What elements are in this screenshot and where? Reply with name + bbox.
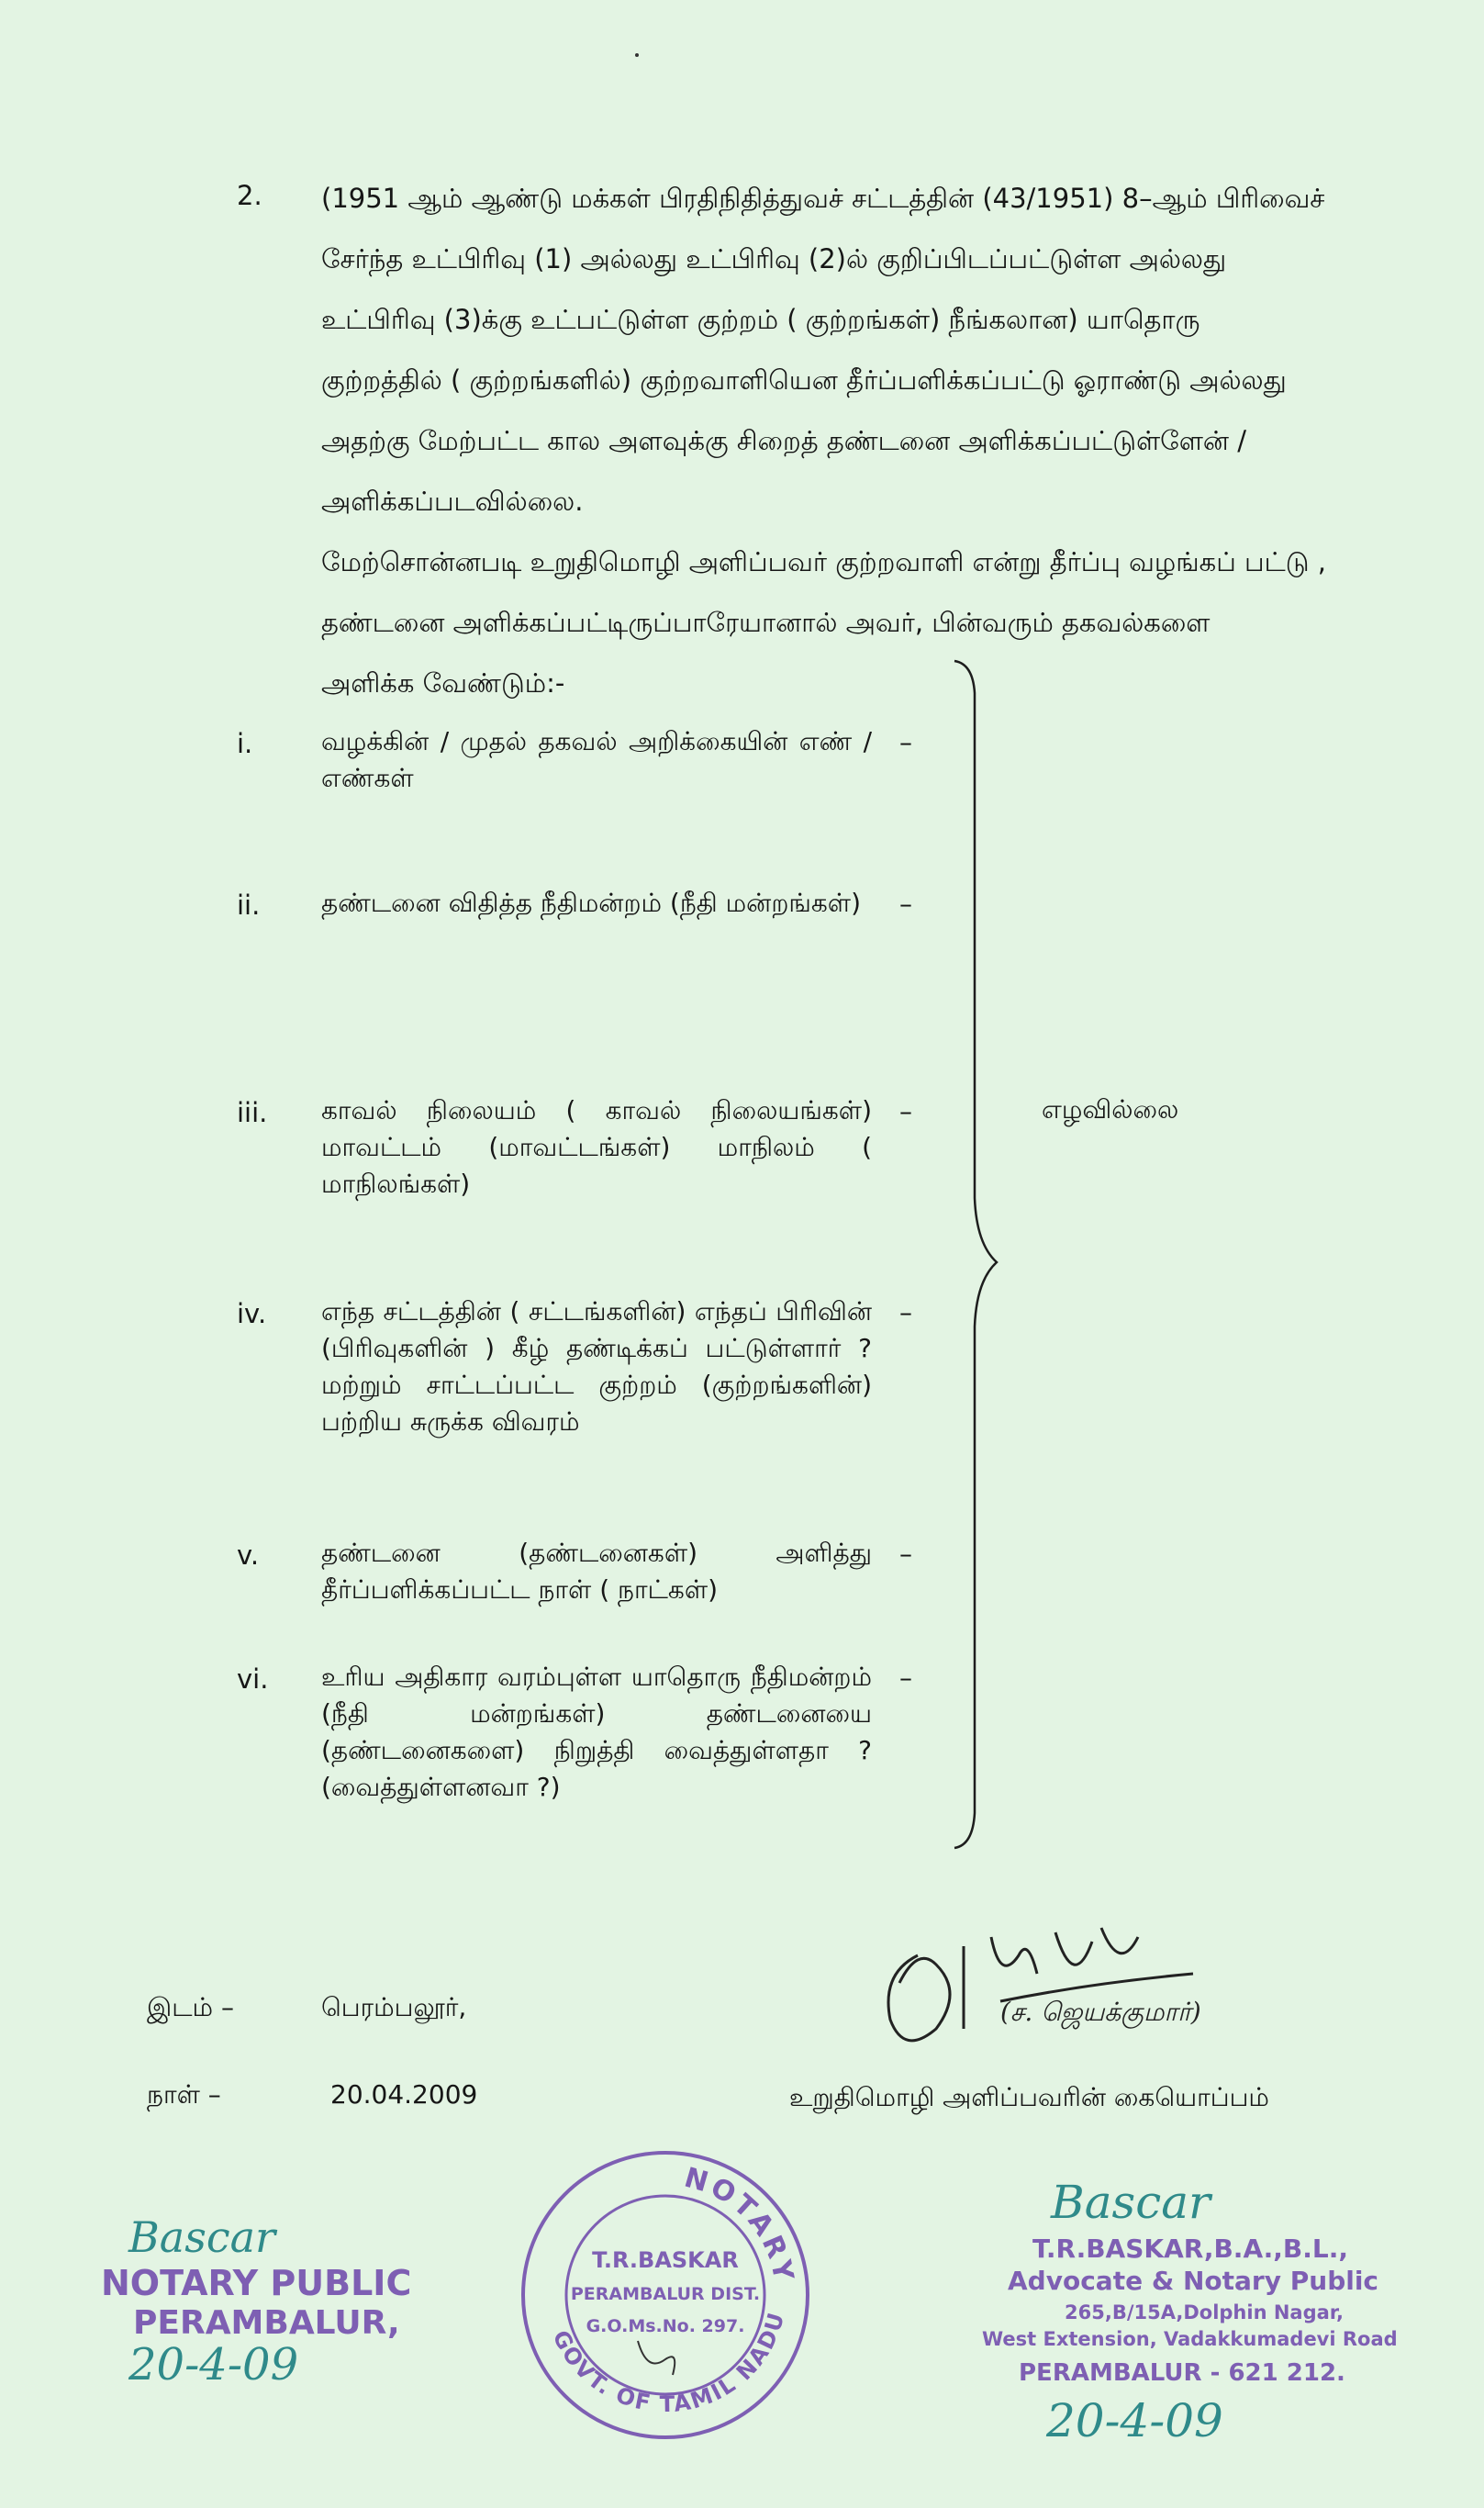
- section-line: அதற்கு மேற்பட்ட கால அளவுக்கு சிறைத் தண்டனை அளிக்கப்பட்டுள்ளேன் /: [321, 425, 1247, 456]
- item-text: காவல் நிலையம் ( காவல் நிலையங்கள்) மாவட்டம் (மாவட்டங்கள்) மாநிலம் ( மாநிலங்கள்): [321, 1095, 872, 1199]
- seal-line3: G.O.Ms.No. 297.: [586, 2316, 745, 2336]
- right-stamp-line1: T.R.BASKAR,B.A.,B.L.,: [1032, 2234, 1348, 2264]
- seal-line2: PERAMBALUR DIST.: [570, 2284, 761, 2304]
- left-stamp-line2: PERAMBALUR,: [133, 2304, 400, 2342]
- seal-line1: T.R.BASKAR: [592, 2247, 739, 2273]
- item-number: vi.: [237, 1663, 269, 1695]
- page-mark: [635, 53, 639, 57]
- item-text: உரிய அதிகார வரம்புள்ள யாதொரு நீதிமன்றம் (நீதி மன்றங்கள்) தண்டனையை (தண்டனைகளை) நிறுத்தி வைத்துள்ளதா ? (வைத்துள்ளனவா ?): [321, 1662, 872, 1802]
- right-stamp-handwritten-name: Bascar: [1051, 2176, 1211, 2229]
- section-line: அளிக்க வேண்டும்:-: [321, 667, 565, 699]
- signature-caption: உறுதிமொழி அளிப்பவரின் கையொப்பம்: [789, 2082, 1269, 2112]
- date-label: நாள் –: [147, 2079, 221, 2110]
- item-number: v.: [237, 1540, 260, 1571]
- item-dash: –: [899, 1539, 912, 1569]
- item-text: எந்த சட்டத்தின் ( சட்டங்களின்) எந்தப் பிரிவின் (பிரிவுகளின் ) கீழ் தண்டிக்கப் பட்டுள்ளார் ? மற்றும் சாட்டப்பட்ட குற்றம் (குற்றங்களின்) பற்றிய சுருக்க விவரம்: [321, 1296, 872, 1437]
- item-number: i.: [237, 728, 253, 759]
- section-line: மேற்சொன்னபடி உறுதிமொழி அளிப்பவர் குற்றவாளி என்று தீர்ப்பு வழங்கப் பட்டு ,: [321, 546, 1326, 577]
- section-line: (1951 ஆம் ஆண்டு மக்கள் பிரதிநிதித்துவச் சட்டத்தின் (43/1951) 8–ஆம் பிரிவைச்: [321, 183, 1325, 214]
- notary-seal: [519, 2144, 812, 2446]
- section-line: சேர்ந்த உட்பிரிவு (1) அல்லது உட்பிரிவு (2)ல் குறிப்பிடப்பட்டுள்ள அல்லது: [321, 243, 1227, 274]
- right-stamp-line3: 265,B/15A,Dolphin Nagar,: [1065, 2301, 1345, 2323]
- item-dash: –: [899, 727, 912, 757]
- left-stamp-line1: NOTARY PUBLIC: [101, 2263, 412, 2303]
- curly-brace: [945, 656, 1000, 1854]
- right-stamp-handwritten-date: 20-4-09: [1046, 2394, 1223, 2447]
- place-label: இடம் –: [147, 1992, 234, 2022]
- section-line: அளிக்கப்படவில்லை.: [321, 486, 584, 517]
- seal-outer-text: NOTARY: [680, 2161, 800, 2288]
- item-dash: –: [899, 1297, 912, 1327]
- item-text: தண்டனை (தண்டனைகள்) அளித்து தீர்ப்பளிக்கப்பட்ட நாள் ( நாட்கள்): [321, 1538, 872, 1605]
- section-line: குற்றத்தில் ( குற்றங்களில்) குற்றவாளியென தீர்ப்பளிக்கப்பட்டு ஓராண்டு அல்லது: [321, 364, 1287, 396]
- item-dash: –: [899, 889, 912, 919]
- left-stamp-handwritten-date: 20-4-09: [128, 2339, 299, 2390]
- date-value: 20.04.2009: [330, 2079, 478, 2110]
- signature: [863, 1919, 1377, 2066]
- brace-answer: எழவில்லை: [1042, 1094, 1179, 1125]
- section-2-paragraph: [321, 168, 1395, 713]
- place-value: பெரம்பலூர்,: [321, 1992, 467, 2022]
- item-number: iii.: [237, 1097, 268, 1128]
- item-dash: –: [899, 1663, 912, 1693]
- right-stamp-line2: Advocate & Notary Public: [1008, 2266, 1379, 2296]
- signature-name: (ச. ஜெயக்குமார்): [1000, 1997, 1201, 2027]
- section-line: தண்டனை அளிக்கப்பட்டிருப்பாரேயானால் அவர், பின்வரும் தகவல்களை: [321, 607, 1211, 638]
- item-dash: –: [899, 1096, 912, 1126]
- seal-outer-bottom-text: GOVT. OF TAMIL NADU: [547, 2308, 790, 2418]
- item-number: ii.: [237, 890, 261, 921]
- item-text: தண்டனை விதித்த நீதிமன்றம் (நீதி மன்றங்கள்): [321, 888, 861, 918]
- right-stamp-line4: West Extension, Vadakkumadevi Road: [982, 2328, 1398, 2350]
- item-number: iv.: [237, 1298, 267, 1329]
- left-stamp-handwritten-name: Bascar: [128, 2212, 276, 2262]
- section-line: உட்பிரிவு (3)க்கு உட்பட்டுள்ள குற்றம் ( குற்றங்கள்) நீங்கலான) யாதொரு: [321, 304, 1200, 335]
- section-number: 2.: [237, 180, 262, 211]
- item-text: வழக்கின் / முதல் தகவல் அறிக்கையின் எண் / எண்கள்: [321, 726, 872, 793]
- right-stamp-line5: PERAMBALUR - 621 212.: [1019, 2359, 1345, 2387]
